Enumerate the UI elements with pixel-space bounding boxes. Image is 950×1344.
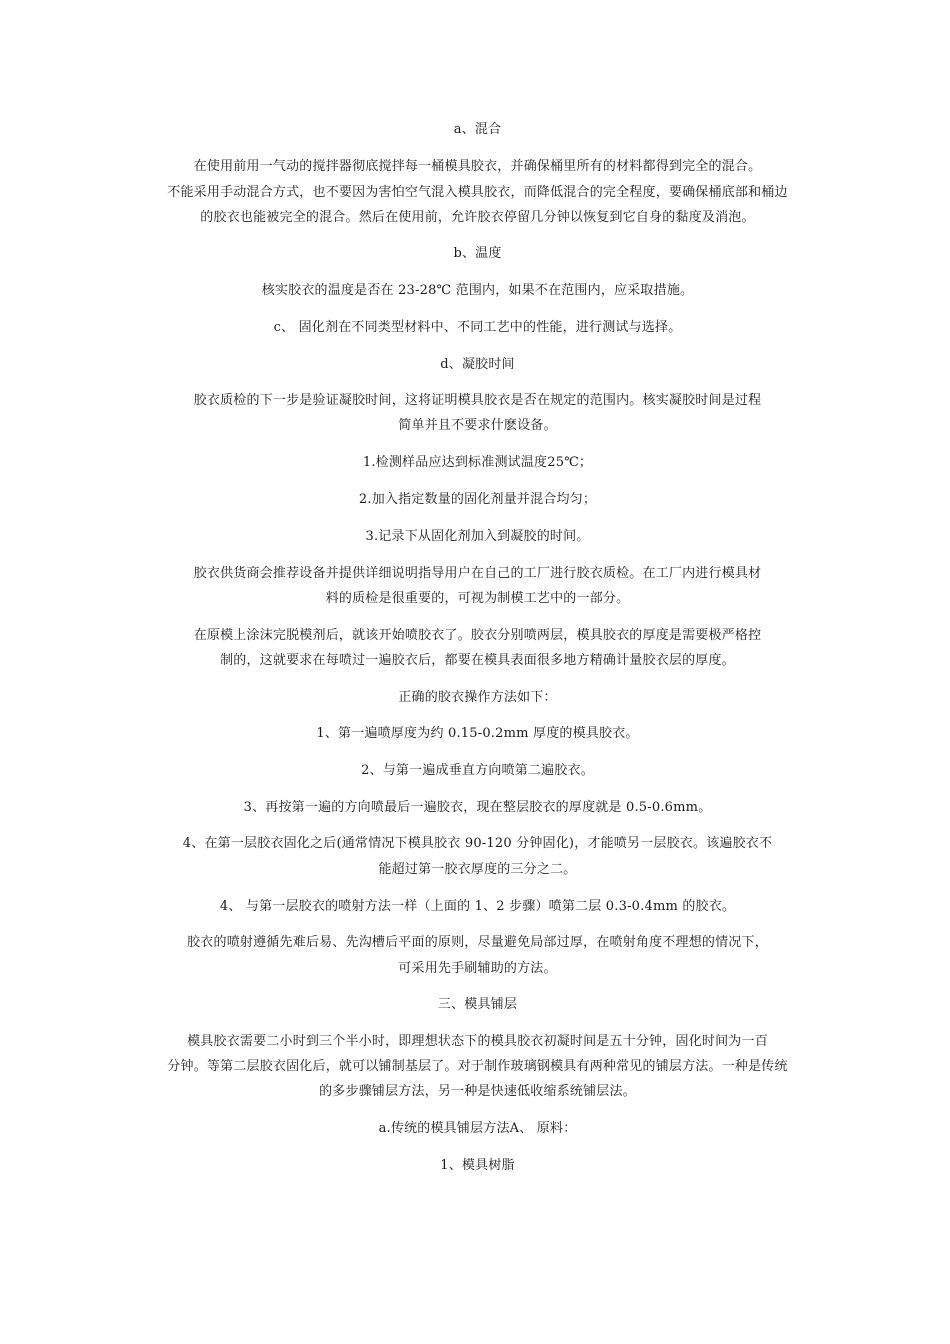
temperature-paragraph: 核实胶衣的温度是否在 23-28℃ 范围内，如果不在范围内，应采取措施。 [261,283,694,298]
spray-intro-line-1: 在原模上涂沫完脱模剂后，就该开始喷胶衣了。胶衣分别喷两层，模具胶衣的厚度是需要极严格控 [193,628,762,643]
gel-time-paragraph-line-2: 简单并且不要求什麽设备。 [398,418,557,433]
method-step-3: 3、再按第一遍的方向喷最后一遍胶衣，现在整层胶衣的厚度就是 0.5-0.6mm。 [243,800,712,815]
method-step-4b: 4、 与第一层胶衣的喷射方法一样（上面的 1、2 步骤）喷第二层 0.3-0.4mm 的胶衣。 [219,899,736,914]
curing-agent-paragraph: c、 固化剂在不同类型材料中、不同工艺中的性能，进行测试与选择。 [273,320,682,335]
heading-mold-layup: 三、模具铺层 [437,997,518,1012]
supplier-paragraph-line-2: 料的质检是很重要的，可视为制模工艺中的一部分。 [325,591,630,606]
mixing-paragraph-line-2: 不能采用手动混合方式，也不要因为害怕空气混入模具胶衣，而降低混合的完全程度，要确保桶底部和桶边 [167,185,788,200]
spray-rule-line-2: 可采用先手刷辅助的方法。 [398,961,557,976]
spray-intro-line-2: 制的，这就要求在每喷过一遍胶衣后，都要在模具表面很多地方精确计量胶衣层的厚度。 [220,653,735,668]
method-step-2: 2、与第一遍成垂直方向喷第二遍胶衣。 [361,763,594,778]
mold-layup-paragraph-line-3: 的多步骤铺层方法，另一种是快速低收缩系统铺层法。 [319,1084,636,1099]
gel-step-2: 2.加入指定数量的固化剂量并混合均匀； [358,492,597,507]
mold-layup-paragraph-line-1: 模具胶衣需要二小时到三个半小时，即理想状态下的模具胶衣初凝时间是五十分钟，固化时间为一百 [187,1034,768,1049]
gel-time-paragraph-line-1: 胶衣质检的下一步是验证凝胶时间，这将证明模具胶衣是否在规定的范围内。核实凝胶时间是过程 [193,393,762,408]
mold-layup-paragraph-line-2: 分钟。等第二层胶衣固化后，就可以铺制基层了。对于制作玻璃钢模具有两种常见的铺层方法。一种是传统 [167,1059,788,1074]
material-item-1: 1、模具树脂 [440,1158,515,1173]
supplier-paragraph-line-1: 胶衣供货商会推荐设备并提供详细说明指导用户在自己的工厂进行胶衣质检。在工厂内进行模具材 [193,566,762,581]
heading-temperature: b、温度 [453,246,502,261]
heading-traditional-layup: a.传统的模具铺层方法A、 原料： [378,1121,577,1136]
mixing-paragraph-line-1: 在使用前用一气动的搅拌器彻底搅拌每一桶模具胶衣，并确保桶里所有的材料都得到完全的混合。 [193,159,762,174]
spray-rule-line-1: 胶衣的喷射遵循先难后易、先沟槽后平面的原则，尽量避免局部过厚，在喷射角度不理想的情况下， [187,935,768,950]
mixing-paragraph-line-3: 的胶衣也能被完全的混合。然后在使用前，允许胶衣停留几分钟以恢复到它自身的黏度及消泡。 [200,210,755,225]
method-step-1: 1、第一遍喷厚度为约 0.15-0.2mm 厚度的模具胶衣。 [316,726,639,741]
method-step-4a-line-2: 能超过第一胶衣厚度的三分之二。 [378,862,577,877]
gel-step-3: 3.记录下从固化剂加入到凝胶的时间。 [365,529,590,544]
heading-gel-time: d、凝胶时间 [440,357,515,372]
heading-method: 正确的胶衣操作方法如下： [398,690,557,705]
method-step-4a-line-1: 4、在第一层胶衣固化之后(通常情况下模具胶衣 90-120 分钟固化)，才能喷另一层胶衣。该遍胶衣不 [182,836,773,851]
gel-step-1: 1.检测样品应达到标准测试温度25℃； [362,455,593,470]
heading-mixing: a、混合 [453,122,502,137]
